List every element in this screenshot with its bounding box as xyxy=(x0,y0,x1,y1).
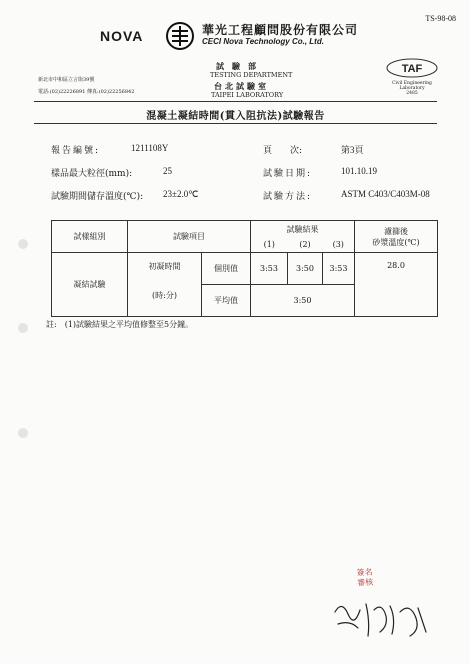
report-no-label: 報告編號: xyxy=(51,146,101,156)
department-name-en: TESTING DEPARTMENT xyxy=(210,71,293,79)
row-item xyxy=(128,253,202,317)
laboratory-name-en: TAIPEI LABORATORY xyxy=(211,91,284,99)
test-method-label: 試驗方法: xyxy=(263,192,313,202)
header-results: 試驗結果 xyxy=(251,221,355,238)
header-item: 試驗項目 xyxy=(128,221,251,253)
row-item-line: (時:分) xyxy=(152,291,177,300)
laboratory-name-zh: 台北試驗室 xyxy=(214,81,269,91)
individual-value-1: 3:53 xyxy=(251,253,288,285)
handwritten-signature xyxy=(330,592,430,642)
company-name-zh: 華光工程顧問股份有限公司 xyxy=(202,23,359,37)
company-name-en: CECI Nova Technology Co., Ltd. xyxy=(202,37,324,46)
average-value: 3:50 xyxy=(251,285,355,317)
brand-name: NOVA xyxy=(100,28,144,44)
punch-hole xyxy=(18,428,28,438)
page-value: 第3頁 xyxy=(341,145,364,155)
page-label: 頁 次: xyxy=(263,146,303,156)
row-item-line: 初凝時間 xyxy=(148,262,181,271)
test-date-value: 101.10.19 xyxy=(341,166,377,176)
individual-value-2: 3:50 xyxy=(288,253,323,285)
company-logo-icon xyxy=(165,21,195,51)
red-stamp xyxy=(329,566,400,592)
punch-hole xyxy=(18,323,28,333)
taf-caption-line: Laboratory xyxy=(399,86,425,91)
department-name-zh: 試驗部 xyxy=(216,61,264,71)
test-method-value: ASTM C403/C403M-08 xyxy=(341,189,430,199)
row-group: 凝結試驗 xyxy=(52,253,128,317)
mortar-temp-value: 28.0 xyxy=(355,253,438,317)
individual-label: 個別值 xyxy=(202,253,251,285)
stamp-line: 簽名 xyxy=(356,567,373,578)
stamp-line: 審核 xyxy=(356,577,374,588)
phone-fax: 電話:(02)22226891 傳真:(02)22256842 xyxy=(38,89,135,95)
taf-caption-line: Civil Engineering xyxy=(392,81,432,86)
test-date-label: 試驗日期: xyxy=(263,169,313,179)
max-aggregate-value: 25 xyxy=(163,166,172,176)
header-n3: (3) xyxy=(323,238,355,253)
address: 新北市中和區立言街39號 xyxy=(38,77,95,83)
header-filtered-temp-line: 砂漿溫度(℃) xyxy=(372,237,420,247)
divider xyxy=(34,101,437,102)
svg-text:TAF: TAF xyxy=(401,63,423,75)
taf-caption xyxy=(380,81,444,96)
taf-logo-icon xyxy=(386,58,438,78)
results-table xyxy=(51,220,438,317)
taf-caption-line: 2485 xyxy=(406,91,418,96)
divider xyxy=(34,123,437,124)
header-group: 試樣組別 xyxy=(52,221,128,253)
report-title: 混凝土凝結時間(貫入阻抗法)試驗報告 xyxy=(146,111,325,122)
form-code: TS-98-08 xyxy=(425,14,456,23)
individual-value-3: 3:53 xyxy=(323,253,355,285)
average-label: 平均值 xyxy=(202,285,251,317)
header-filtered-temp-line: 濾篩後 xyxy=(384,226,408,236)
storage-temp-value: 23±2.0℃ xyxy=(163,189,199,199)
header-n2: (2) xyxy=(288,238,323,253)
punch-hole xyxy=(18,239,28,249)
header-filtered-temp xyxy=(355,221,438,253)
storage-temp-label: 試驗期間儲存溫度(℃): xyxy=(51,192,144,202)
footnote: 註: (1)試驗結果之平均值修整至5分鐘。 xyxy=(46,320,194,329)
header-n1: (1) xyxy=(251,238,288,253)
max-aggregate-label: 樣品最大粒徑(mm): xyxy=(51,169,133,179)
report-no-value: 1211108Y xyxy=(131,143,169,153)
